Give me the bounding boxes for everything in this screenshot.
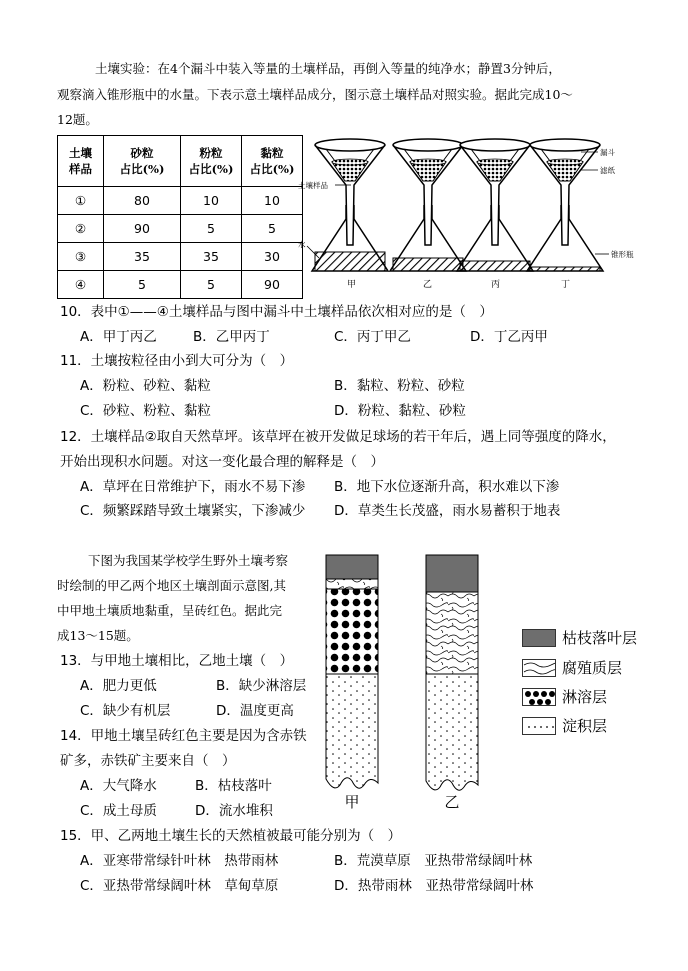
- flask-label: 锥形瓶: [611, 250, 634, 259]
- humus-swatch: [522, 659, 556, 677]
- filter-paper-label: 滤纸: [600, 166, 615, 175]
- eluvial-swatch: [522, 688, 556, 706]
- table-cell: 5: [181, 271, 242, 299]
- q11-option-c: C．砂粒、粉粒、黏粒: [80, 403, 211, 419]
- table-cell: 90: [104, 215, 181, 243]
- flask-label-yi: 乙: [423, 280, 433, 290]
- q13-option-d: D．温度更高: [216, 703, 294, 719]
- flask-label-ding: 丁: [561, 280, 571, 290]
- q14-option-c: C．成土母质: [80, 803, 157, 819]
- funnel-label: 漏斗: [600, 148, 615, 157]
- intro-line: 土壤实验：在4个漏斗中装入等量的土壤样品，再倒入等量的纯净水；静置3分钟后，: [95, 61, 561, 76]
- q13-option-a: A．肥力更低: [80, 678, 157, 694]
- table-row: [58, 187, 303, 215]
- funnel-experiment-figure: [295, 130, 650, 295]
- profile-label-yi: 乙: [444, 793, 460, 811]
- q15-option-a: A．亚寒带常绿针叶林 热带雨林: [80, 853, 279, 869]
- intro-line: 12题。: [57, 112, 98, 127]
- table-cell: ④: [58, 271, 104, 299]
- legend-label: 淀积层: [562, 717, 608, 735]
- table-header: 粉粒 占比(%): [181, 136, 242, 187]
- q15-option-d: D．热带雨林 亚热带常绿阔叶林: [334, 878, 534, 894]
- q13-option-c: C．缺少有机层: [80, 703, 171, 719]
- q12-option-d: D．草类生长茂盛，雨水易蓄积于地表: [334, 503, 561, 519]
- question-14-stem: 14．甲地土壤呈砖红色主要是因为含赤铁: [60, 728, 307, 744]
- question-13-stem: 13．与甲地土壤相比，乙地土壤（ ）: [60, 653, 294, 669]
- soil-sample-label: 土壤样品: [298, 181, 328, 190]
- table-cell: ①: [58, 187, 104, 215]
- q15-option-c: C．亚热带常绿阔叶林 草甸草原: [80, 878, 279, 894]
- question-11-stem: 11．土壤按粒径由小到大可分为（ ）: [60, 353, 294, 369]
- q10-option-b: B．乙甲丙丁: [193, 329, 270, 345]
- table-header: 砂粒 占比(%): [104, 136, 181, 187]
- water-label: 水: [298, 240, 306, 249]
- question-12-stem: 开始出现积水问题。对这一变化最合理的解释是（ ）: [60, 454, 384, 470]
- legend-label: 腐殖质层: [562, 659, 623, 677]
- intro-line: 成13～15题。: [57, 628, 139, 643]
- table-header: 土壤 样品: [58, 136, 104, 187]
- soil-composition-table: [57, 135, 303, 299]
- q14-option-b: B．枯枝落叶: [195, 778, 272, 794]
- q15-option-b: B．荒漠草原 亚热带常绿阔叶林: [334, 853, 533, 869]
- question-14-stem: 矿多，赤铁矿主要来自（ ）: [60, 753, 236, 769]
- profile-label-jia: 甲: [344, 793, 360, 811]
- q11-option-d: D．粉粒、黏粒、砂粒: [334, 403, 466, 419]
- soil-profile-figure: [318, 553, 488, 813]
- q14-option-d: D．流水堆积: [195, 803, 273, 819]
- table-row: [58, 243, 303, 271]
- table-row: [58, 271, 303, 299]
- table-cell: 30: [242, 243, 303, 271]
- q12-option-b: B．地下水位逐渐升高，积水难以下渗: [334, 479, 560, 495]
- table-cell: 5: [104, 271, 181, 299]
- q10-option-a: A．甲丁丙乙: [80, 329, 157, 345]
- q12-option-a: A．草坪在日常维护下，雨水不易下渗: [80, 479, 306, 495]
- legend-label: 枯枝落叶层: [562, 629, 638, 647]
- flask-label-bing: 丙: [491, 280, 501, 290]
- intro-line: 中甲地土壤质地黏重，呈砖红色。据此完: [57, 603, 283, 618]
- legend-item-litter: [522, 627, 637, 648]
- q11-option-b: B．黏粒、粉粒、砂粒: [334, 378, 465, 394]
- table-cell: ②: [58, 215, 104, 243]
- table-cell: 35: [181, 243, 242, 271]
- intro-line: 观察滴入锥形瓶中的水量。下表示意土壤样品成分，图示意土壤样品对照实验。据此完成10～: [57, 87, 573, 102]
- question-10-stem: 10．表中①——④土壤样品与图中漏斗中土壤样品依次相对应的是（ ）: [60, 304, 493, 320]
- table-cell: ③: [58, 243, 104, 271]
- question-12-stem: 12．土壤样品②取自天然草坪。该草坪在被开发做足球场的若干年后，遇上同等强度的降水，: [60, 429, 616, 445]
- q13-option-b: B．缺少淋溶层: [216, 678, 307, 694]
- table-row: [58, 215, 303, 243]
- legend-item-humus: [522, 657, 622, 678]
- intro-line: 下图为我国某学校学生野外土壤考察: [88, 553, 289, 568]
- table-header: 黏粒 占比(%): [242, 136, 303, 187]
- legend-item-eluvial: [522, 686, 607, 707]
- flask-label-jia: 甲: [347, 280, 357, 290]
- table-cell: 80: [104, 187, 181, 215]
- litter-swatch: [522, 629, 556, 647]
- illuvial-swatch: [522, 717, 556, 735]
- q10-option-d: D．丁乙丙甲: [470, 329, 548, 345]
- table-cell: 5: [242, 215, 303, 243]
- q11-option-a: A．粉粒、砂粒、黏粒: [80, 378, 211, 394]
- q10-option-c: C．丙丁甲乙: [334, 329, 411, 345]
- q12-option-c: C．频繁踩踏导致土壤紧实，下渗减少: [80, 503, 306, 519]
- legend-label: 淋溶层: [562, 688, 608, 706]
- legend-item-illuvial: [522, 715, 607, 736]
- table-cell: 90: [242, 271, 303, 299]
- table-cell: 35: [104, 243, 181, 271]
- table-cell: 10: [181, 187, 242, 215]
- table-cell: 5: [181, 215, 242, 243]
- question-15-stem: 15．甲、乙两地土壤生长的天然植被最可能分别为（ ）: [60, 828, 402, 844]
- q14-option-a: A．大气降水: [80, 778, 157, 794]
- table-cell: 10: [242, 187, 303, 215]
- intro-line: 时绘制的甲乙两个地区土壤剖面示意图,其: [57, 578, 286, 593]
